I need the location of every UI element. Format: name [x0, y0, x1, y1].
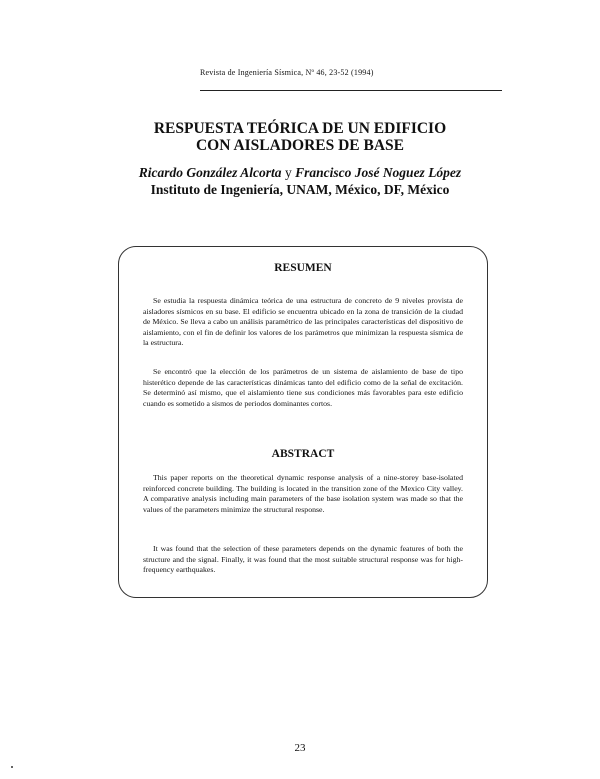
authors-block	[0, 164, 600, 198]
abstract-paragraph-2: It was found that the selection of these parameters depends on the dynamic features of both the structure and the signal. Finally, it was found that the most suitable structural response was for high-frequency earthquakes.	[143, 544, 463, 574]
journal-header: Revista de Ingeniería Sísmica, Nº 46, 23-52 (1994)	[200, 68, 374, 77]
author-1: Ricardo González Alcorta	[138, 165, 282, 180]
author-line	[0, 164, 600, 181]
title-line-2: CON AISLADORES DE BASE	[195, 137, 405, 154]
abstract-heading: ABSTRACT	[271, 448, 335, 460]
resumen-paragraph-1: Se estudia la respuesta dinámica teórica de una estructura de concreto de 9 niveles provista de aisladores sísmicos en su base. El edificio se encuentra ubicado en la zona de transición de la ciudad de México. Se lleva a cabo un análisis paramétrico de las principales características del dispositivo de aislamiento, con el fin de definir los valores de los parámetros que minimizan la respuesta sísmica de la estructura.	[143, 296, 463, 347]
paper-title	[0, 120, 600, 154]
header-rule	[200, 90, 502, 91]
resumen-heading: RESUMEN	[274, 262, 332, 274]
author-connector: y	[281, 165, 296, 180]
page-number: 23	[294, 742, 306, 754]
abstract-box	[118, 246, 488, 598]
scan-dot	[11, 766, 13, 768]
affiliation: Instituto de Ingeniería, UNAM, México, DF, México	[150, 182, 450, 197]
abstract-paragraph-1: This paper reports on the theoretical dynamic response analysis of a nine-storey base-isolated reinforced concrete building. The building is located in the transition zone of the Mexico City valley. A comparative analysis including main parameters of the base isolation system was made so that the values of the parameters minimize the structural response.	[143, 473, 463, 514]
title-line-1: RESPUESTA TEÓRICA DE UN EDIFICIO	[153, 120, 447, 137]
author-2: Francisco José Noguez López	[295, 165, 462, 180]
resumen-paragraph-2: Se encontró que la elección de los parámetros de un sistema de aislamiento de base de tipo histerético depende de las características dinámicas tanto del edificio como de la señal de excitación. Se determinó así mismo, que el aislamiento tiene sus condiciones más favorables para este edificio cuando es sometido a sismos de periodos dominantes cortos.	[143, 367, 463, 408]
